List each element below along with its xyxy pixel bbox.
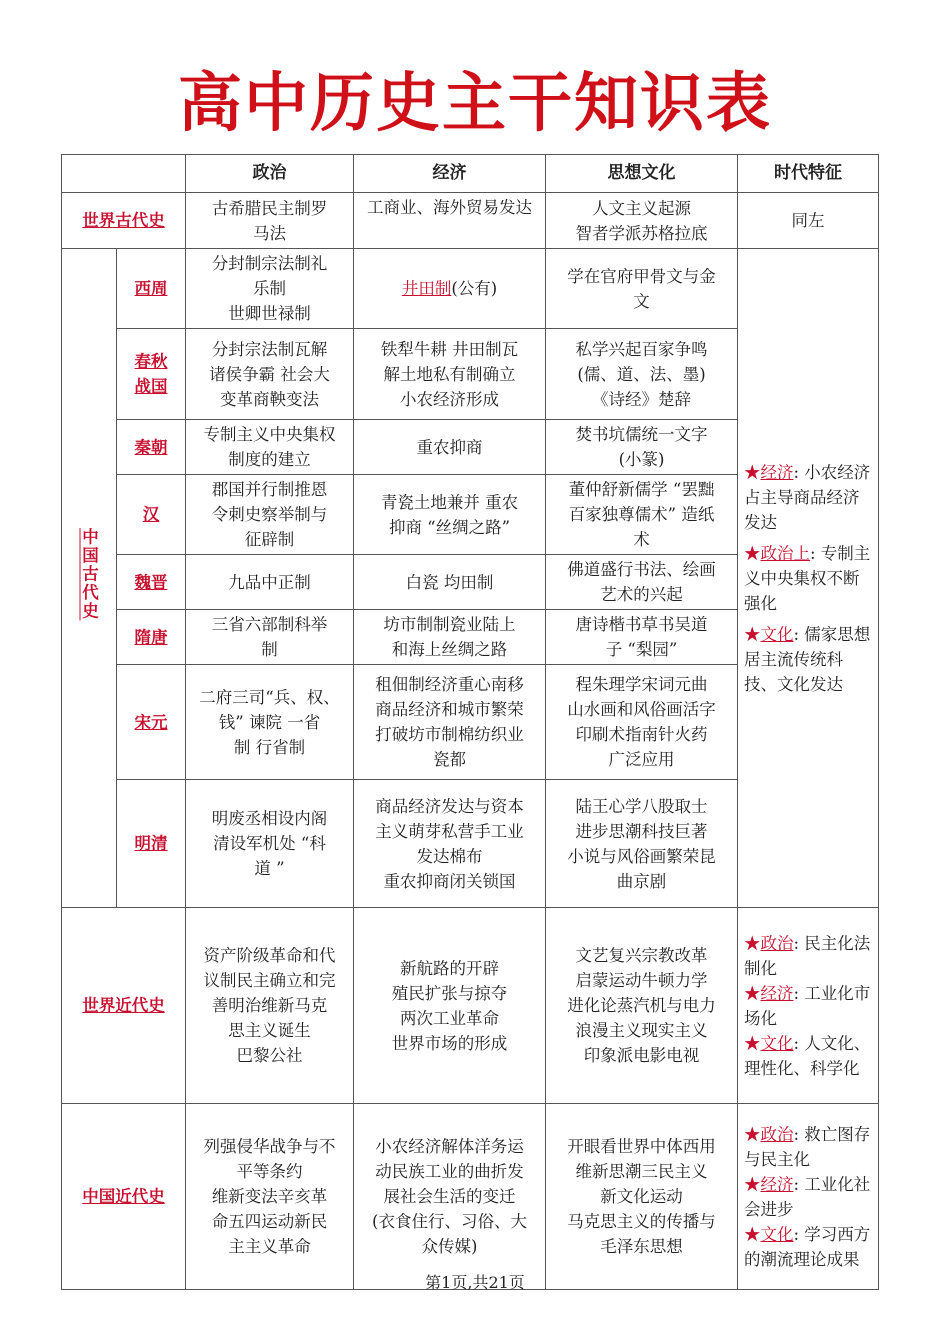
cell-politics: 分封制宗法制礼 乐制 世卿世禄制 [186,249,354,329]
cell-politics: 资产阶级革命和代 议制民主确立和完 善明治维新马克 思主义诞生 巴黎公社 [186,908,354,1104]
cell-economy: 白瓷 均田制 [354,555,546,610]
era-label[interactable]: 世界古代史 [82,211,165,230]
header-politics: 政治 [186,155,354,193]
dynasty-name[interactable]: 春秋战国 [117,329,186,420]
star-icon: ★ [744,462,761,482]
era-label[interactable]: 世界近代史 [82,996,165,1015]
cell-economy: 铁犁牛耕 井田制瓦 解土地私有制确立 小农经济形成 [354,329,546,420]
star-icon: ★ [744,983,761,1003]
row-xizhou [62,249,879,329]
cell-culture: 人文主义起源 智者学派苏格拉底 [546,193,738,249]
cell-culture: 董仲舒新儒学 “罢黜 百家独尊儒术” 造纸 术 [546,475,738,555]
feature-china-modern: ★政治: 救亡图存与民主化 ★经济: 工业化社会进步 ★文化: 学习西方的潮流理论成果 [738,1104,879,1290]
cell-politics: 三省六部制科举 制 [186,610,354,665]
page-footer: 第1页,共21页 [425,1273,525,1292]
cell-economy: 小农经济解体洋务运 动民族工业的曲折发 展社会生活的变迁 (衣食住行、习俗、大 众传媒) [354,1104,546,1290]
row-world-modern [62,908,879,1104]
cell-economy: 坊市制制瓷业陆上 和海上丝绸之路 [354,610,546,665]
header-culture: 思想文化 [546,155,738,193]
row-china-modern [62,1104,879,1290]
cell-culture: 佛道盛行书法、绘画 艺术的兴起 [546,555,738,610]
era-label[interactable]: 中国近代史 [82,1187,165,1206]
cell-culture: 陆王心学八股取士 进步思潮科技巨著 小说与风俗画繁荣昆 曲京剧 [546,780,738,908]
cell-politics: 九品中正制 [186,555,354,610]
era-china-modern[interactable] [62,1104,186,1290]
star-icon: ★ [744,543,761,563]
page-title: 高中历史主干知识表 [178,66,772,141]
cell-culture: 唐诗楷书草书吴道 子 “梨园” [546,610,738,665]
dynasty-name[interactable]: 宋元 [117,665,186,780]
cell-economy: 租佃制经济重心南移 商品经济和城市繁荣 打破坊市制棉纺织业 瓷都 [354,665,546,780]
era-world-ancient[interactable] [62,193,186,249]
cell-economy: 新航路的开辟 殖民扩张与掠夺 两次工业革命 世界市场的形成 [354,908,546,1104]
cell-economy: 商品经济发达与资本 主义萌芽私营手工业 发达棉布 重农抑商闭关锁国 [354,780,546,908]
feature-world-modern: ★政治: 民主化法制化 ★经济: 工业化市场化 ★文化: 人文化、理性化、科学化 [738,908,879,1104]
cell-economy: 青瓷土地兼并 重农 抑商 “丝绸之路” [354,475,546,555]
dynasty-name[interactable]: 明清 [117,780,186,908]
cell-feature: 同左 [738,193,879,249]
jingtian-link[interactable]: 井田制 [401,279,452,298]
cell-politics: 古希腊民主制罗 马法 [186,193,354,249]
era-china-ancient[interactable] [62,249,117,908]
era-label[interactable]: 中国古代史 [79,528,99,621]
cell-politics: 二府三司“兵、权、 钱” 谏院 一省 制 行省制 [186,665,354,780]
cell-politics: 列强侵华战争与不 平等条约 维新变法辛亥革 命五四运动新民 主主义革命 [186,1104,354,1290]
header-row [62,155,879,193]
header-economy: 经济 [354,155,546,193]
feature-china-ancient: ★经济: 小农经济占主导商品经济发达 ★政治上: 专制主义中央集权不断强化 ★文化: 儒家思想居主流传统科技、文化发达 [738,249,879,908]
cell-politics: 明废丞相设内阁 清设军机处 “科 道 ” [186,780,354,908]
cell-economy: 重农抑商 [354,420,546,475]
dynasty-name[interactable]: 汉 [117,475,186,555]
cell-culture: 学在官府甲骨文与金 文 [546,249,738,329]
star-icon: ★ [744,933,761,953]
dynasty-name[interactable]: 秦朝 [117,420,186,475]
cell-economy: 工商业、海外贸易发达 [354,193,546,249]
cell-culture: 开眼看世界中体西用 维新思潮三民主义 新文化运动 马克思主义的传播与 毛泽东思想 [546,1104,738,1290]
star-icon: ★ [744,1124,761,1144]
row-world-ancient [62,193,879,249]
era-world-modern[interactable] [62,908,186,1104]
dynasty-name[interactable]: 西周 [117,249,186,329]
cell-politics: 分封宗法制瓦解 诸侯争霸 社会大 变革商鞅变法 [186,329,354,420]
cell-culture: 焚书坑儒统一文字 (小篆) [546,420,738,475]
star-icon: ★ [744,1174,761,1194]
cell-politics: 专制主义中央集权 制度的建立 [186,420,354,475]
dynasty-name[interactable]: 魏晋 [117,555,186,610]
star-icon: ★ [744,624,761,644]
cell-culture: 程朱理学宋词元曲 山水画和风俗画活字 印刷术指南针火药 广泛应用 [546,665,738,780]
cell-culture: 私学兴起百家争鸣 (儒、道、法、墨) 《诗经》楚辞 [546,329,738,420]
star-icon: ★ [744,1224,761,1244]
cell-politics: 郡国并行制推恩 令刺史察举制与 征辟制 [186,475,354,555]
dynasty-name[interactable]: 隋唐 [117,610,186,665]
header-feature: 时代特征 [738,155,879,193]
cell-economy: 井田制(公有) [354,249,546,329]
star-icon: ★ [744,1033,761,1053]
knowledge-table [61,154,879,1290]
header-corner [62,155,186,193]
cell-culture: 文艺复兴宗教改革 启蒙运动牛顿力学 进化论蒸汽机与电力 浪漫主义现实主义 印象派电影电视 [546,908,738,1104]
